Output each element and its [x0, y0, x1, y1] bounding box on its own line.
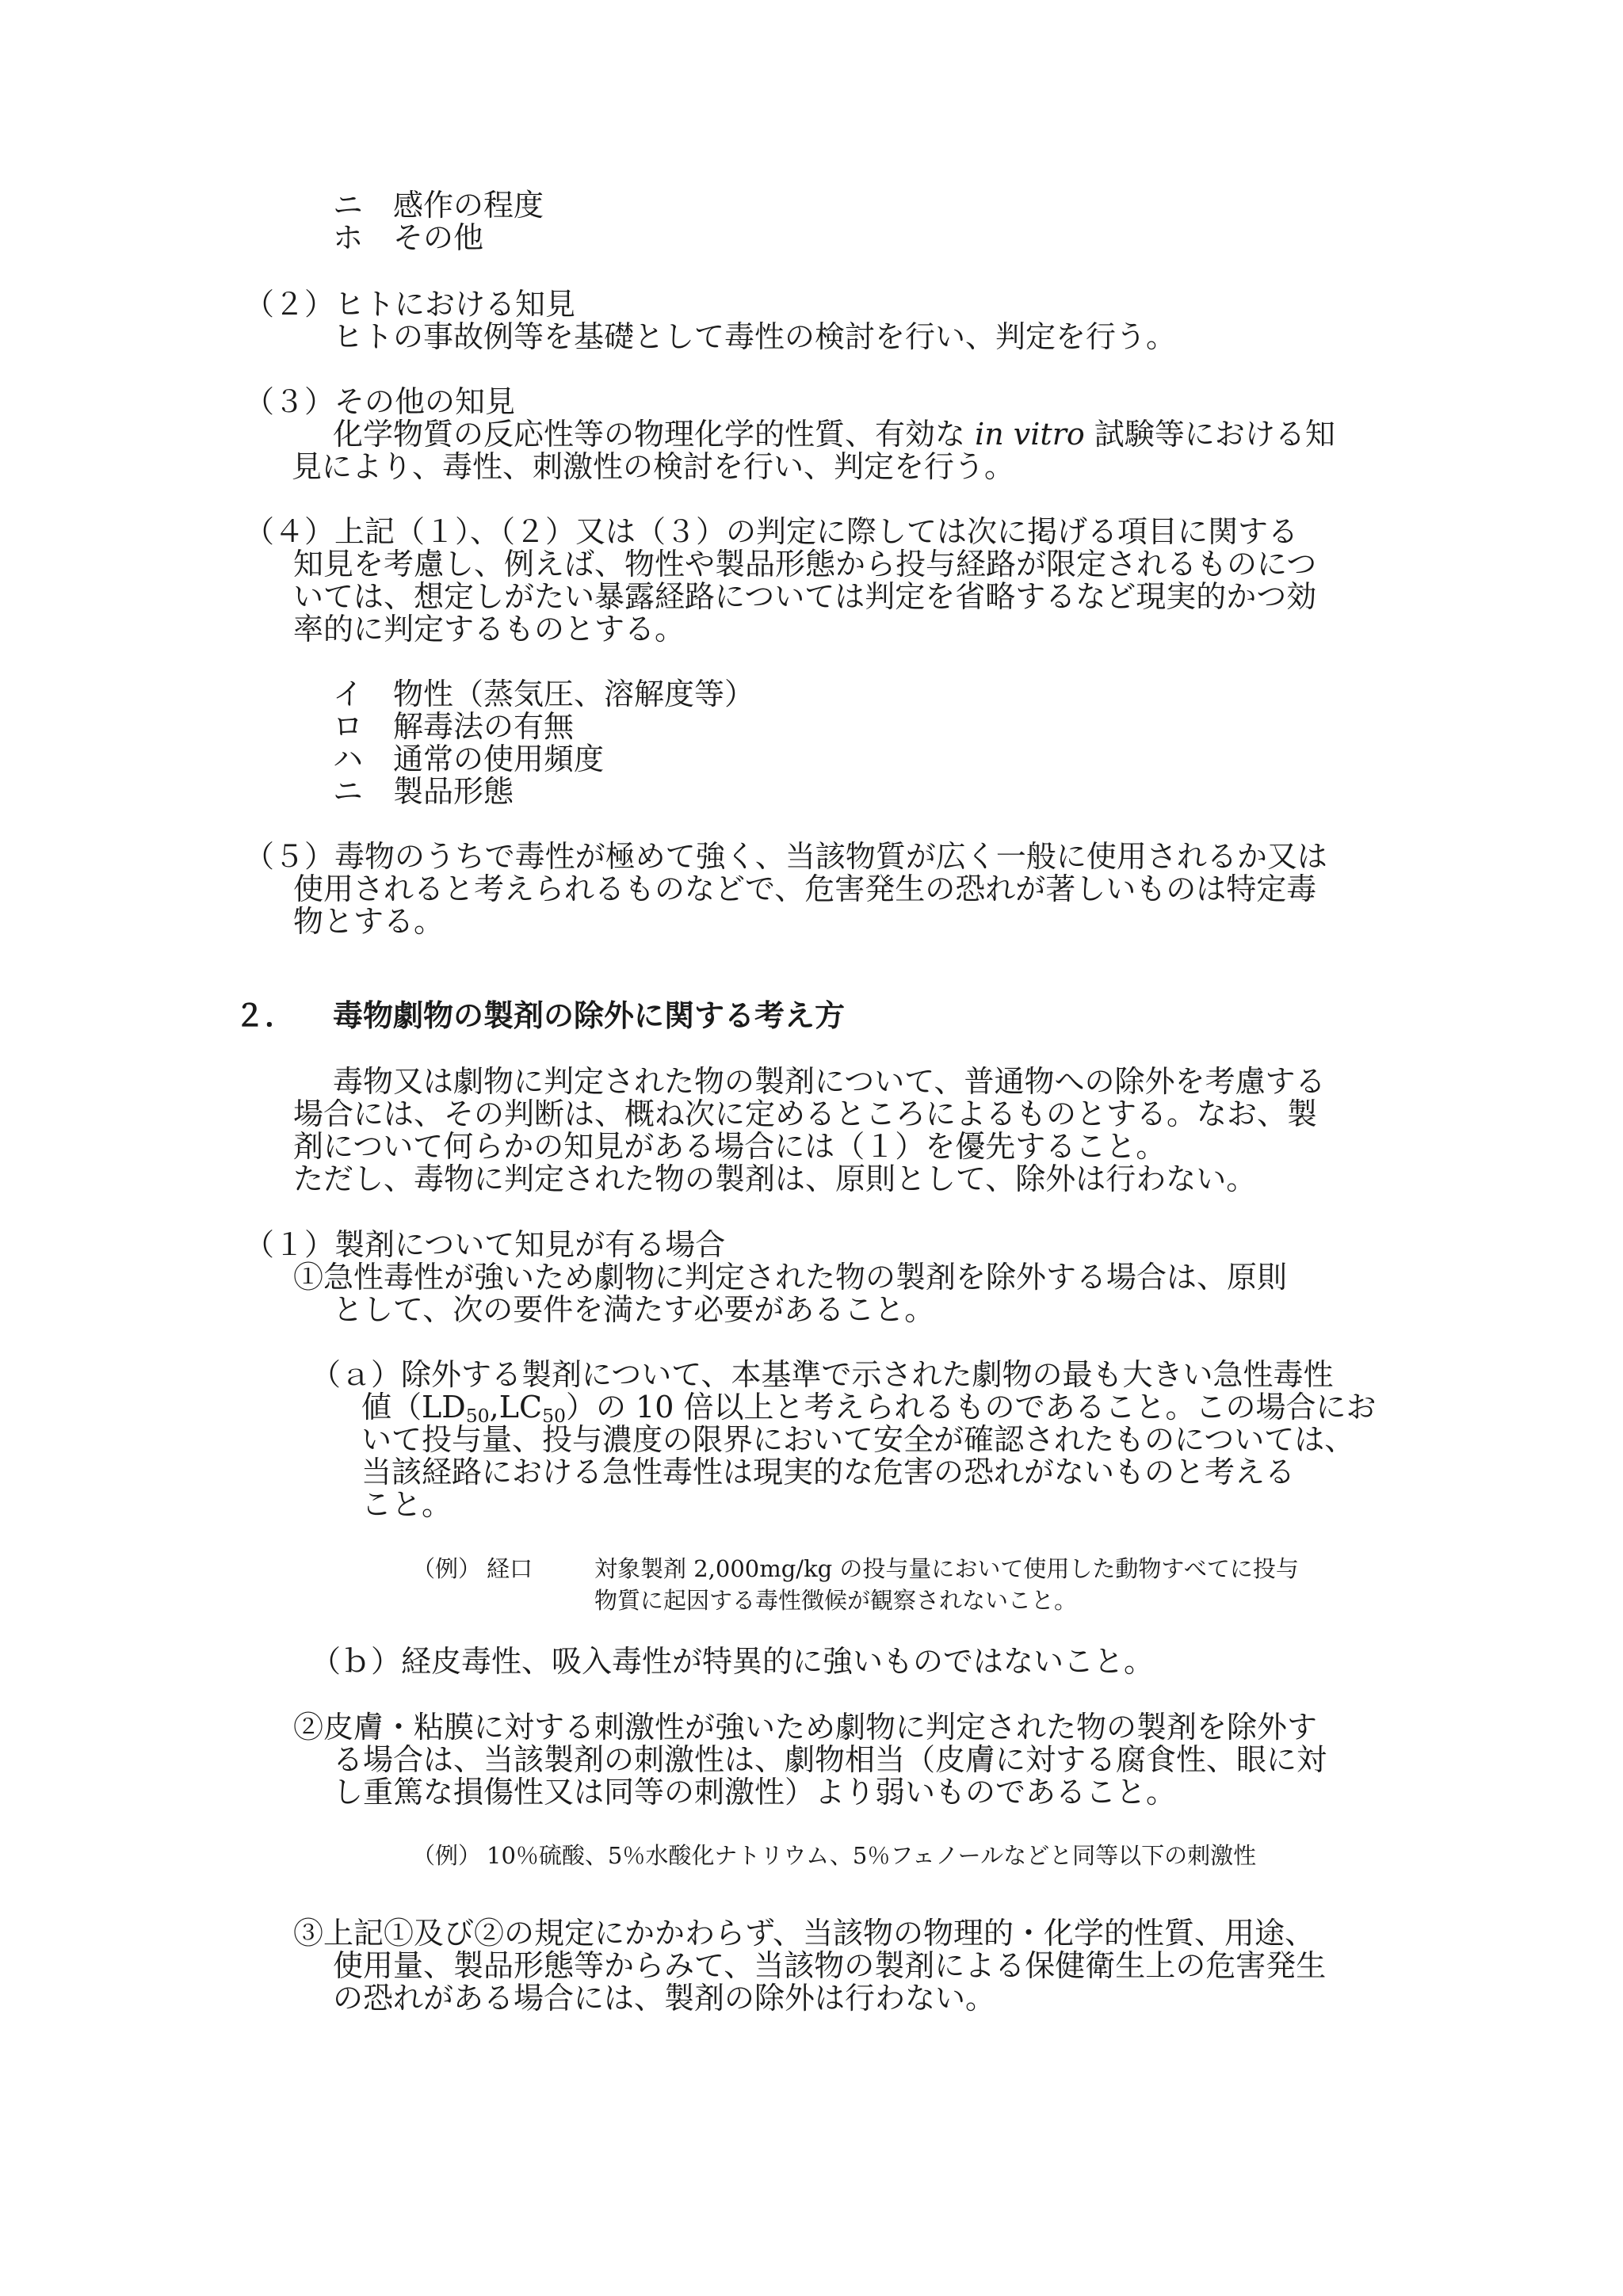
- section-1-3-line-1: [333, 416, 1335, 452]
- clause-2-line-2: る場合は、当該製剤の刺激性は、劇物相当（皮膚に対する腐食性、眼に対: [333, 1742, 1327, 1777]
- line-text-post: ）の 10 倍以上と考えられるものであること。この場合にお: [566, 1390, 1377, 1425]
- clause-1-line-1: ①急性毒性が強いため劇物に判定された物の製剤を除外する場合は、原則: [293, 1260, 1288, 1295]
- clause-3-line-1: ③上記①及び②の規定にかかわらず、当該物の物理的・化学的性質、用途、: [293, 1916, 1315, 1951]
- clause-3-line-2: 使用量、製品形態等からみて、当該物の製剤による保健衛生上の危害発生: [333, 1948, 1327, 1983]
- list-item-usage-frequency: ハ 通常の使用頻度: [333, 742, 605, 776]
- section-1-2-heading: （２）ヒトにおける知見: [244, 287, 576, 322]
- section-1-3-heading: （３）その他の知見: [244, 384, 516, 419]
- example-1-text-line-2: 物質に起因する毒性徴候が観察されないこと。: [594, 1587, 1078, 1614]
- item-ho-other: ホ その他: [333, 220, 484, 255]
- in-vitro-term: in vitro: [975, 417, 1085, 452]
- requirement-a-line-5: こと。: [361, 1487, 453, 1522]
- section-2-intro-line-3: 剤について何らかの知見がある場合には（１）を優先すること。: [293, 1129, 1167, 1164]
- requirement-a-line-2: [361, 1389, 1377, 1425]
- list-item-physical-properties: イ 物性（蒸気圧、溶解度等）: [333, 677, 755, 711]
- list-item-product-form: ニ 製品形態: [333, 774, 514, 809]
- requirement-a-line-4: 当該経路における急性毒性は現実的な危害の恐れがないものと考える: [361, 1455, 1296, 1489]
- ld-prefix: 値（LD: [361, 1390, 466, 1425]
- section-2-intro-line-1: 毒物又は劇物に判定された物の製剤について、普通物への除外を考慮する: [333, 1064, 1326, 1099]
- clause-1-line-2: として、次の要件を満たす必要があること。: [333, 1292, 935, 1327]
- example-1-text-line-1: 対象製剤 2,000mg/kg の投与量において使用した動物すべてに投与: [594, 1555, 1299, 1582]
- requirement-a-line-1: （ａ）除外する製剤について、本基準で示された劇物の最も大きい急性毒性: [311, 1357, 1334, 1392]
- example-1-label: （例）: [412, 1555, 482, 1582]
- requirement-b: （ｂ）経皮毒性、吸入毒性が特異的に強いものではないこと。: [311, 1644, 1155, 1679]
- example-2-text: 10％硫酸、5％水酸化ナトリウム、5％フェノールなどと同等以下の刺激性: [487, 1842, 1257, 1869]
- section-1-2-body: ヒトの事故例等を基礎として毒性の検討を行い、判定を行う。: [333, 319, 1177, 354]
- section-1-4-line-3: いては、想定しがたい暴露経路については判定を省略するなど現実的かつ効: [293, 579, 1317, 614]
- section-1-4-line-1: （４）上記（１）、（２）又は（３）の判定に際しては次に掲げる項目に関する: [244, 514, 1299, 549]
- clause-3-line-3: の恐れがある場合には、製剤の除外は行わない。: [333, 1981, 996, 2016]
- section-2-intro-line-4: ただし、毒物に判定された物の製剤は、原則として、除外は行わない。: [293, 1161, 1257, 1196]
- section-2-number: ２．: [235, 997, 296, 1033]
- lc-prefix: ,LC: [489, 1390, 543, 1425]
- section-1-4-line-2: 知見を考慮し、例えば、物性や製品形態から投与経路が限定されるものにつ: [293, 547, 1317, 582]
- section-2-title: 毒物劇物の製剤の除外に関する考え方: [333, 997, 846, 1033]
- section-1-4-line-4: 率的に判定するものとする。: [293, 612, 685, 646]
- list-item-antidote: ロ 解毒法の有無: [333, 709, 575, 744]
- clause-2-line-1: ②皮膚・粘膜に対する刺激性が強いため劇物に判定された物の製剤を除外す: [293, 1710, 1318, 1745]
- section-1-5-line-3: 物とする。: [293, 904, 445, 939]
- clause-2-line-3: し重篤な損傷性又は同等の刺激性）より弱いものであること。: [333, 1775, 1177, 1810]
- section-1-3-line-2: 見により、毒性、刺激性の検討を行い、判定を行う。: [292, 449, 1015, 484]
- requirement-a-line-3: いて投与量、投与濃度の限界において安全が確認されたものについては、: [361, 1422, 1355, 1457]
- section-2-intro-line-2: 場合には、その判断は、概ね次に定めるところによるものとする。なお、製: [293, 1097, 1318, 1131]
- lc-subscript: 50: [542, 1404, 567, 1427]
- section-1-5-line-2: 使用されると考えられるものなどで、危害発生の恐れが著しいものは特定毒: [293, 871, 1317, 906]
- section-2-1-heading: （１）製剤について知見が有る場合: [244, 1227, 726, 1262]
- example-2-label: （例）: [412, 1842, 482, 1869]
- section-1-5-line-1: （５）毒物のうちで毒性が極めて強く、当該物質が広く一般に使用されるか又は: [244, 839, 1327, 874]
- line-text-post: 試験等における知: [1084, 417, 1335, 452]
- ld-subscript: 50: [465, 1404, 490, 1427]
- example-1-route: 経口: [487, 1555, 533, 1582]
- line-text-pre: 化学物質の反応性等の物理化学的性質、有効な: [333, 417, 976, 452]
- item-ni-sensitization: ニ 感作の程度: [333, 188, 544, 223]
